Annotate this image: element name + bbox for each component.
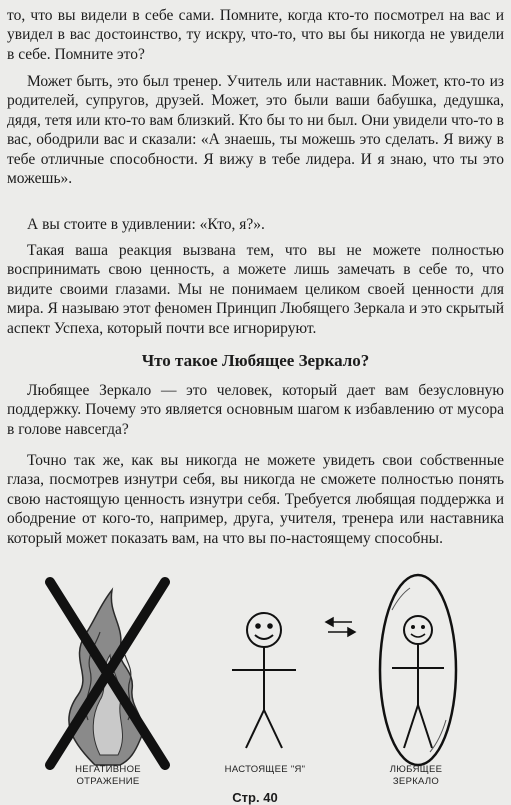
negative-reflection-figure <box>50 582 165 765</box>
caption-line: ЗЕРКАЛО <box>392 776 440 787</box>
page-number: Стр. 40 <box>232 790 278 805</box>
paragraph-4: Такая ваша реакция вызвана тем, что вы не можете полностью воспринимать свою ценность, а можете лишь замечать в себе то, что видите своими глазами. Мы не понимаем целиком своей ценности для мира. Я называю этот феномен Принцип Любящего Зеркала и это скрытый аспект Успеха, который почти все игнорируют. <box>7 242 504 337</box>
caption-line: ЛЮБЯЩЕЕ <box>389 764 443 775</box>
paragraph-2: Может быть, это был тренер. Учитель или наставник. Может, кто-то из родителей, супругов, друзей. Может, это были ваши бабушка, дедушка, дядя, тетя или кто-то вам близкий. Кто бы то ни был. Они увидели что-то в вас, ободрили вас и сказали: «А знаешь, ты можешь это сделать. Я вижу в тебе отличные способности. Я вижу в тебе лидера. И я знаю, что ты это можешь». <box>7 73 504 188</box>
paragraph-1: то, что вы видели в себе сами. Помните, когда кто-то посмотрел на вас и увидел в вас достоинство, ту искру, что-то, что вы бы никогда не увидели в себе. Помните это? <box>7 7 504 63</box>
stick-figure-self <box>232 613 296 748</box>
section-heading: Что такое Любящее Зеркало? <box>141 351 370 370</box>
caption-loving-mirror <box>361 764 471 788</box>
caption-line: ОТРАЖЕНИЕ <box>76 776 140 787</box>
paragraph-5: Любящее Зеркало — это человек, который дает вам безусловную поддержку. Почему это является основным шагом к избавлению от мусора в голове навсегда? <box>7 382 504 438</box>
paragraph-3: А вы стоите в удивлении: «Кто, я?». <box>27 216 265 233</box>
exchange-arrows-icon <box>326 618 355 636</box>
caption-line: НЕГАТИВНОЕ <box>75 764 141 775</box>
paragraph-6: Точно так же, как вы никогда не можете увидеть свои собственные глаза, посмотрев изнутри себя, вы никогда не сможете полностью понять свою настоящую ценность изнутри себя. Требуется любящая поддержка и ободрение от кого-то, например, друга, учителя, тренера или наставника который может показать вам, на что вы по-настоящему способны. <box>7 452 504 547</box>
caption-negative-reflection <box>48 764 168 788</box>
loving-mirror-figure <box>380 575 456 765</box>
caption-real-self: НАСТОЯЩЕЕ "Я" <box>224 764 306 775</box>
mirror-illustration <box>0 570 511 770</box>
